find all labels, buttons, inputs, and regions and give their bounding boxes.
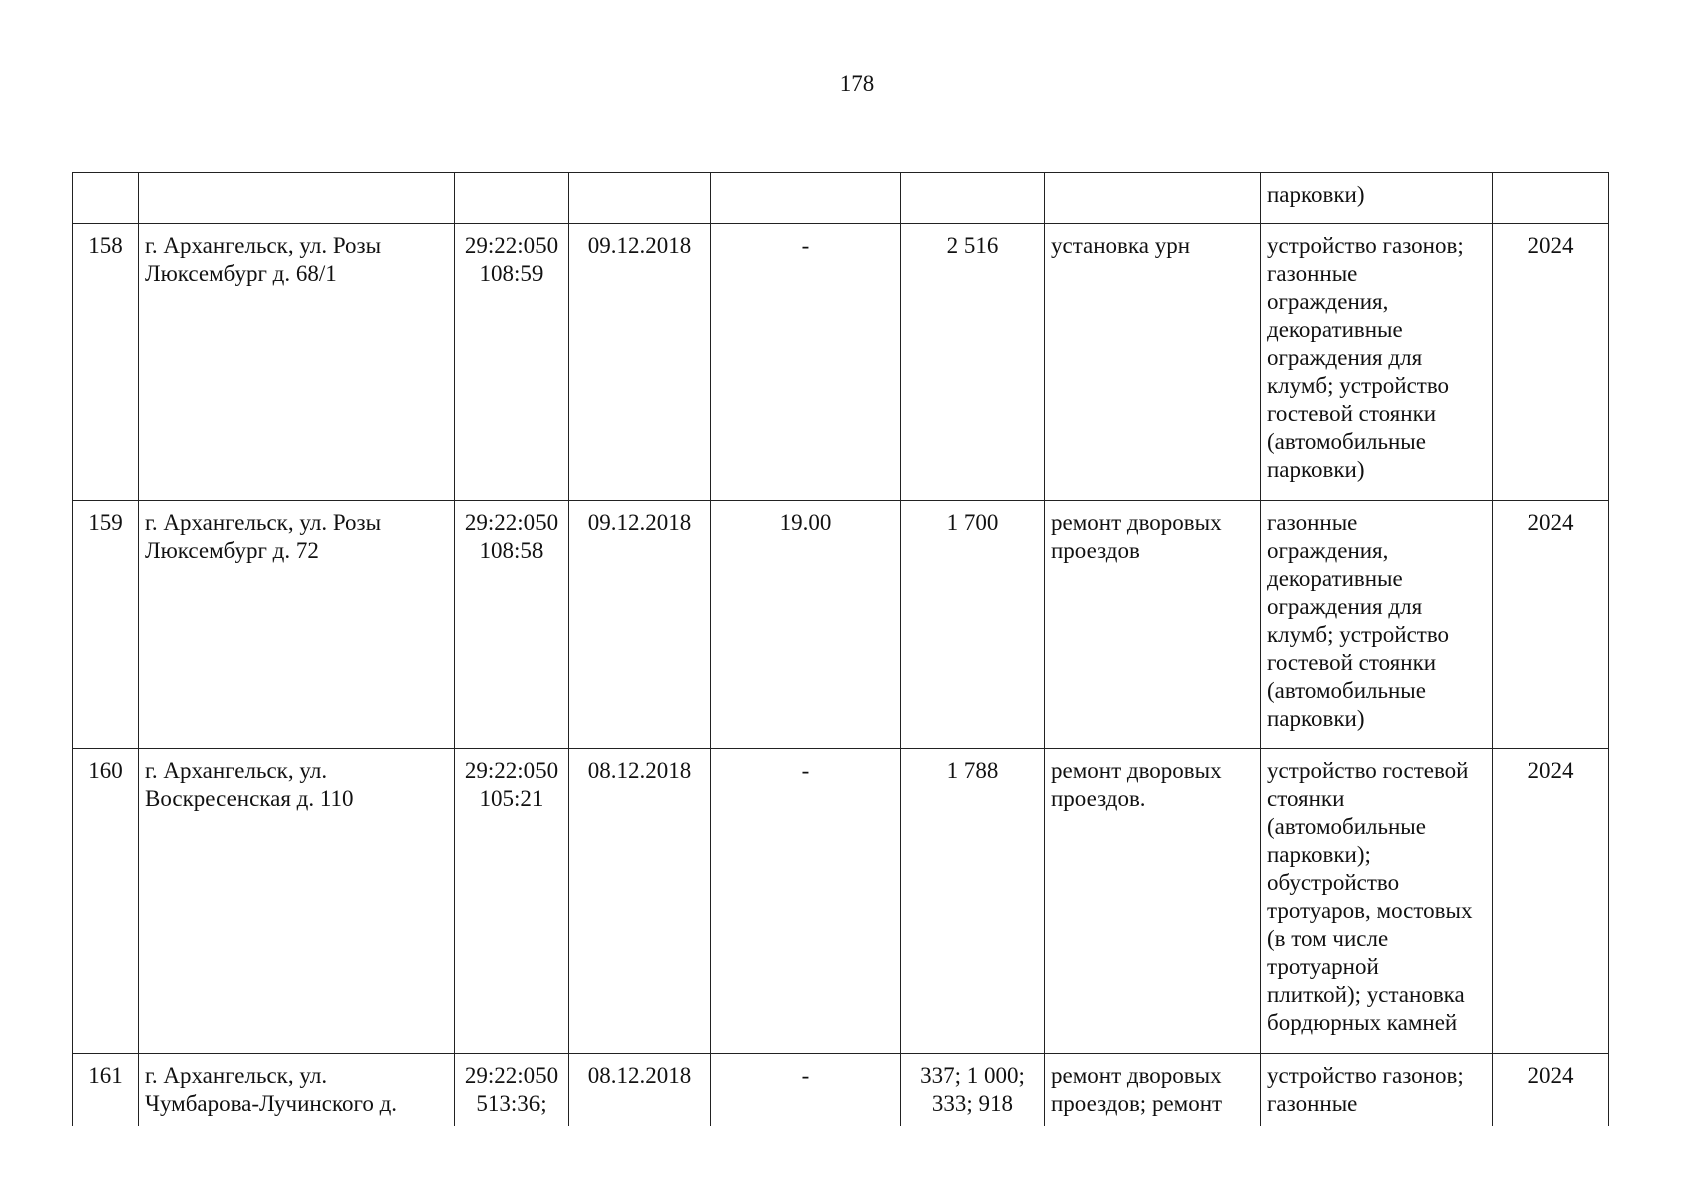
- cell-text-line: ремонт дворовых: [1051, 758, 1222, 783]
- cell-text-line: клумб; устройство: [1267, 373, 1450, 398]
- cell-date: [569, 1054, 711, 1126]
- cell-text-line: парковки): [1267, 706, 1365, 731]
- cell-text: 09.12.2018: [587, 233, 692, 258]
- cell-text-line: (в том числе: [1267, 926, 1389, 951]
- cell-text-line: плиткой); установка: [1267, 982, 1465, 1007]
- cell-area-2: [901, 1054, 1045, 1126]
- cell-text-line: Воскресенская д. 110: [145, 786, 354, 811]
- cell-works-additional: [1261, 749, 1493, 1054]
- cell-text-line: 1 700: [946, 510, 999, 535]
- cell-text-line: парковки);: [1267, 842, 1371, 867]
- cell-text: 159: [88, 510, 123, 535]
- cell-year: [1493, 1054, 1609, 1126]
- cell-text: 2024: [1527, 510, 1574, 535]
- cell-date: [569, 501, 711, 749]
- cell-works-additional: [1261, 173, 1493, 224]
- cell-area-1: [711, 224, 901, 501]
- cell-text-line: тротуарной: [1267, 954, 1379, 979]
- cell-year: [1493, 224, 1609, 501]
- cell-number: [73, 224, 139, 501]
- table-row: [73, 224, 1609, 501]
- cell-area-1: [711, 501, 901, 749]
- cell-text-line: проездов.: [1051, 786, 1146, 811]
- cell-text-line: 337; 1 000;: [920, 1063, 1025, 1088]
- cell-text-line: газонные: [1267, 1091, 1358, 1116]
- cell-number: [73, 501, 139, 749]
- cell-text-line: 29:22:050: [464, 758, 559, 783]
- cell-works-minimal: [1045, 173, 1261, 224]
- cell-date: [569, 173, 711, 224]
- cell-text-line: ограждения,: [1267, 289, 1389, 314]
- cell-text-line: стоянки: [1267, 786, 1345, 811]
- cell-year: [1493, 501, 1609, 749]
- cell-text: 19.00: [779, 510, 832, 535]
- cell-number: [73, 1054, 139, 1126]
- cell-text-line: (автомобильные: [1267, 678, 1426, 703]
- cell-text-line: ограждения,: [1267, 538, 1389, 563]
- cell-text: 160: [88, 758, 123, 783]
- cell-address: [139, 1054, 455, 1126]
- table-body: [73, 173, 1609, 1126]
- cell-works-additional: [1261, 501, 1493, 749]
- cell-text-line: г. Архангельск, ул. Розы: [145, 510, 382, 535]
- cell-text-line: парковки): [1267, 182, 1365, 207]
- cell-text-line: 105:21: [479, 786, 544, 811]
- cell-text-line: 333; 918: [931, 1091, 1014, 1116]
- cell-area-1: [711, 173, 901, 224]
- cell-area-2: [901, 749, 1045, 1054]
- table-row: [73, 501, 1609, 749]
- cell-text: 158: [88, 233, 123, 258]
- table-row: [73, 1054, 1609, 1126]
- cell-text: 2024: [1527, 758, 1574, 783]
- cell-area-1: [711, 1054, 901, 1126]
- cell-cadastral-number: [455, 1054, 569, 1126]
- cell-text-line: ограждения для: [1267, 345, 1423, 370]
- cell-text-line: 29:22:050: [464, 1063, 559, 1088]
- cell-number: [73, 173, 139, 224]
- cell-text-line: ремонт дворовых: [1051, 1063, 1222, 1088]
- cell-text-line: декоративные: [1267, 317, 1403, 342]
- cell-works-additional: [1261, 224, 1493, 501]
- cell-text-line: г. Архангельск, ул.: [145, 1063, 328, 1088]
- cell-text: -: [801, 233, 810, 258]
- cell-address: [139, 173, 455, 224]
- cell-text-line: 108:58: [479, 538, 544, 563]
- cell-text-line: г. Архангельск, ул. Розы: [145, 233, 382, 258]
- cell-year: [1493, 749, 1609, 1054]
- cell-works-minimal: [1045, 749, 1261, 1054]
- cell-text-line: 29:22:050: [464, 510, 559, 535]
- cell-text-line: газонные: [1267, 510, 1358, 535]
- cell-text-line: ограждения для: [1267, 594, 1423, 619]
- cell-text: 08.12.2018: [587, 1063, 692, 1088]
- cell-year: [1493, 173, 1609, 224]
- cell-text-line: ремонт дворовых: [1051, 510, 1222, 535]
- cell-cadastral-number: [455, 224, 569, 501]
- cell-number: [73, 749, 139, 1054]
- cell-text-line: парковки): [1267, 457, 1365, 482]
- cell-text-line: 2 516: [946, 233, 999, 258]
- cell-cadastral-number: [455, 749, 569, 1054]
- cell-works-minimal: [1045, 501, 1261, 749]
- cell-text-line: 29:22:050: [464, 233, 559, 258]
- cell-text-line: гостевой стоянки: [1267, 401, 1437, 426]
- cell-works-minimal: [1045, 224, 1261, 501]
- cell-text-line: Чумбарова-Лучинского д.: [145, 1091, 398, 1116]
- cell-date: [569, 224, 711, 501]
- cell-text-line: декоративные: [1267, 566, 1403, 591]
- cell-text: 161: [88, 1063, 123, 1088]
- cell-text-line: обустройство: [1267, 870, 1400, 895]
- cell-text-line: Люксембург д. 72: [145, 538, 319, 563]
- cell-works-minimal: [1045, 1054, 1261, 1126]
- cell-text-line: устройство газонов;: [1267, 1063, 1464, 1088]
- cell-text-line: клумб; устройство: [1267, 622, 1450, 647]
- cell-text-line: бордюрных камней: [1267, 1010, 1458, 1035]
- cell-text: -: [801, 758, 810, 783]
- table-row-continuation: [73, 173, 1609, 224]
- page-number: 178: [839, 71, 875, 96]
- cell-text-line: 108:59: [479, 261, 544, 286]
- cell-area-2: [901, 173, 1045, 224]
- cell-text-line: (автомобильные: [1267, 429, 1426, 454]
- cell-text-line: проездов; ремонт: [1051, 1091, 1223, 1116]
- cell-text-line: 1 788: [946, 758, 999, 783]
- table-row: [73, 749, 1609, 1054]
- cell-text-line: Люксембург д. 68/1: [145, 261, 337, 286]
- cell-text-line: устройство газонов;: [1267, 233, 1464, 258]
- cell-text: 2024: [1527, 1063, 1574, 1088]
- cell-text-line: устройство гостевой: [1267, 758, 1469, 783]
- cell-works-additional: [1261, 1054, 1493, 1126]
- cell-text-line: газонные: [1267, 261, 1358, 286]
- cell-cadastral-number: [455, 173, 569, 224]
- cell-area-2: [901, 501, 1045, 749]
- cell-text-line: гостевой стоянки: [1267, 650, 1437, 675]
- cell-text-line: г. Архангельск, ул.: [145, 758, 328, 783]
- cell-text-line: (автомобильные: [1267, 814, 1426, 839]
- cell-text: -: [801, 1063, 810, 1088]
- cell-area-1: [711, 749, 901, 1054]
- cell-area-2: [901, 224, 1045, 501]
- cell-date: [569, 749, 711, 1054]
- cell-text-line: проездов: [1051, 538, 1140, 563]
- cell-text-line: установка урн: [1051, 233, 1191, 258]
- cell-address: [139, 501, 455, 749]
- cell-address: [139, 224, 455, 501]
- cell-text: 09.12.2018: [587, 510, 692, 535]
- cell-text-line: 513:36;: [476, 1091, 547, 1116]
- improvement-objects-table: [72, 172, 1609, 1126]
- cell-address: [139, 749, 455, 1054]
- cell-cadastral-number: [455, 501, 569, 749]
- cell-text-line: тротуаров, мостовых: [1267, 898, 1473, 923]
- cell-text: 2024: [1527, 233, 1574, 258]
- cell-text: 08.12.2018: [587, 758, 692, 783]
